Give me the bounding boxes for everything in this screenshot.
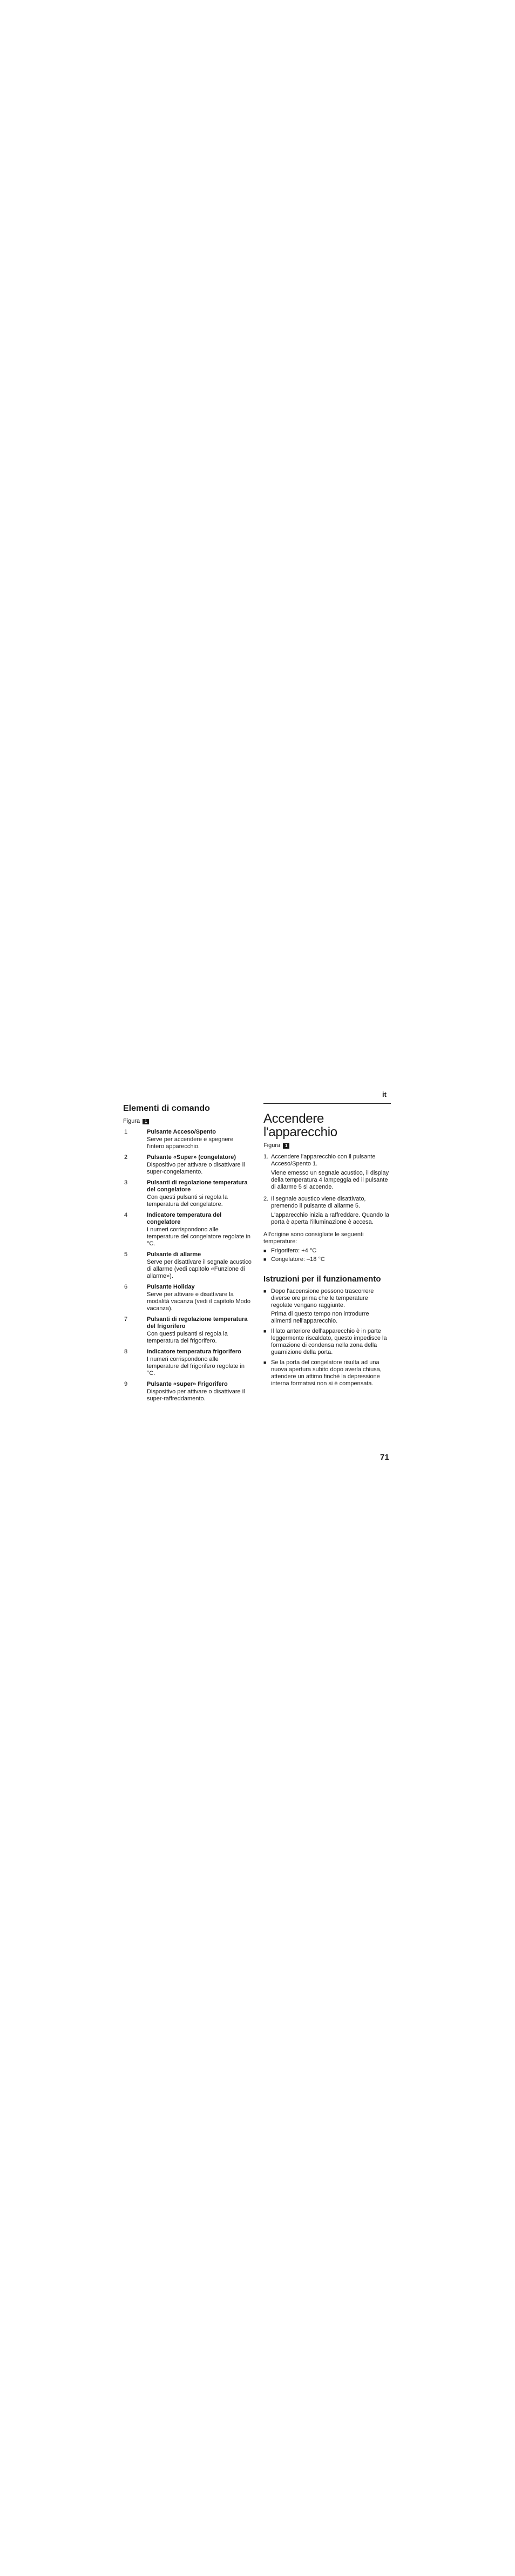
control-number: 4 xyxy=(124,1211,128,1218)
step-note: Viene emesso un segnale acustico, il display della temperatura 4 lampeggia ed il pulsante di allarme 5 si accende. xyxy=(271,1169,389,1190)
instruction-text: Se la porta del congelatore risulta ad una nuova apertura subito dopo averla chiusa, attendere un attimo finché la depressione interna formatasi non si è compensata. xyxy=(271,1359,382,1387)
control-title: Indicatore temperatura del congelatore xyxy=(147,1211,222,1225)
control-number: 6 xyxy=(124,1283,128,1290)
list-item xyxy=(263,1247,391,1255)
control-item xyxy=(123,1129,252,1152)
control-item xyxy=(123,1154,252,1178)
figure-label: Figura xyxy=(263,1142,281,1149)
bullet-icon: ■ xyxy=(263,1256,267,1262)
switch-on-section xyxy=(263,1112,391,1391)
bullet-icon: ■ xyxy=(263,1329,267,1334)
control-number: 2 xyxy=(124,1154,128,1161)
recommended-temps-list xyxy=(263,1247,391,1263)
step-note: L'apparecchio inizia a raffreddare. Quando la porta è aperta l'illuminazione è accesa. xyxy=(271,1211,389,1225)
controls-figure-ref xyxy=(123,1118,252,1125)
recommended-temps-intro: All'origine sono consigliate le seguenti temperature: xyxy=(263,1231,364,1245)
list-item xyxy=(263,1359,391,1389)
language-marker: it xyxy=(382,1090,387,1098)
control-description: Con questi pulsanti si regola la temperatura del congelatore. xyxy=(147,1193,228,1208)
step-item xyxy=(263,1154,391,1193)
figure-label: Figura xyxy=(123,1117,140,1124)
bullet-icon: ■ xyxy=(263,1289,267,1294)
step-number: 2. xyxy=(263,1195,269,1202)
control-number: 5 xyxy=(124,1251,128,1258)
control-title: Pulsante «Super» (congelatore) xyxy=(147,1154,236,1161)
list-item xyxy=(263,1256,391,1263)
step-text: Il segnale acustico viene disattivato, premendo il pulsante di allarme 5. xyxy=(271,1195,366,1209)
control-description: Dispositivo per attivare o disattivare il super-raffreddamento. xyxy=(147,1388,245,1402)
bullet-icon: ■ xyxy=(263,1247,267,1253)
temp-value: Frigorifero: +4 °C xyxy=(271,1247,317,1254)
page-number: 71 xyxy=(380,1453,389,1462)
control-title: Pulsante Acceso/Spento xyxy=(147,1128,216,1135)
switch-on-heading: Accendere l'apparecchio xyxy=(263,1111,337,1140)
control-item xyxy=(123,1284,252,1314)
control-description: I numeri corrispondono alle temperature del congelatore regolate in °C. xyxy=(147,1226,251,1247)
control-description: Dispositivo per attivare o disattivare il super-congelamento. xyxy=(147,1161,245,1175)
control-description: Serve per disattivare il segnale acustico di allarme (vedi capitolo «Funzione di allarme»). xyxy=(147,1258,252,1279)
control-number: 8 xyxy=(124,1348,128,1355)
controls-heading: Elementi di comando xyxy=(123,1104,210,1113)
instructions-list xyxy=(263,1288,391,1389)
control-number: 3 xyxy=(124,1179,128,1186)
control-title: Pulsante «super» Frigorifero xyxy=(147,1380,228,1387)
instructions-heading: Istruzioni per il funzionamento xyxy=(263,1274,381,1284)
control-title: Pulsante di allarme xyxy=(147,1251,201,1258)
control-title: Indicatore temperatura frigorifero xyxy=(147,1348,241,1355)
switch-on-figure-ref xyxy=(263,1142,391,1149)
header-rule xyxy=(263,1103,391,1104)
control-title: Pulsante Holiday xyxy=(147,1283,195,1290)
step-number: 1. xyxy=(263,1153,269,1160)
control-item xyxy=(123,1316,252,1347)
controls-section xyxy=(123,1104,252,1406)
step-text: Accendere l'apparecchio con il pulsante Acceso/Spento 1. xyxy=(271,1153,376,1167)
control-number: 7 xyxy=(124,1316,128,1323)
control-item xyxy=(123,1348,252,1379)
instruction-text: Dopo l'accensione possono trascorrere diverse ore prima che le temperature regolate vengano raggiunte. xyxy=(271,1288,374,1309)
figure-number-badge: 1 xyxy=(143,1119,149,1124)
control-title: Pulsanti di regolazione temperatura del congelatore xyxy=(147,1179,248,1193)
list-item xyxy=(263,1288,391,1326)
control-item xyxy=(123,1212,252,1250)
control-title: Pulsanti di regolazione temperatura del frigorifero xyxy=(147,1316,248,1330)
list-item xyxy=(263,1328,391,1358)
temp-value: Congelatore: –18 °C xyxy=(271,1256,325,1263)
control-number: 9 xyxy=(124,1380,128,1387)
control-item xyxy=(123,1251,252,1282)
switch-on-steps xyxy=(263,1154,391,1228)
control-item xyxy=(123,1381,252,1405)
control-description: Con questi pulsanti si regola la temperatura del frigorifero. xyxy=(147,1330,228,1344)
control-description: Serve per attivare e disattivare la modalità vacanza (vedi il capitolo Modo vacanza). xyxy=(147,1291,250,1312)
figure-number-badge: 1 xyxy=(283,1143,289,1149)
instruction-text: Il lato anteriore dell'apparecchio è in parte leggermente riscaldato, questo impedisce la formazione di condensa nella zona della guarnizione della porta. xyxy=(271,1328,387,1356)
control-description: I numeri corrispondono alle temperature del frigorifero regolate in °C. xyxy=(147,1356,245,1377)
control-number: 1 xyxy=(124,1128,128,1135)
instruction-extra: Prima di questo tempo non introdurre alimenti nell'apparecchio. xyxy=(271,1311,369,1325)
bullet-icon: ■ xyxy=(263,1360,267,1366)
control-item xyxy=(123,1179,252,1210)
step-item xyxy=(263,1196,391,1228)
control-description: Serve per accendere e spegnere l'intero apparecchio. xyxy=(147,1136,234,1150)
